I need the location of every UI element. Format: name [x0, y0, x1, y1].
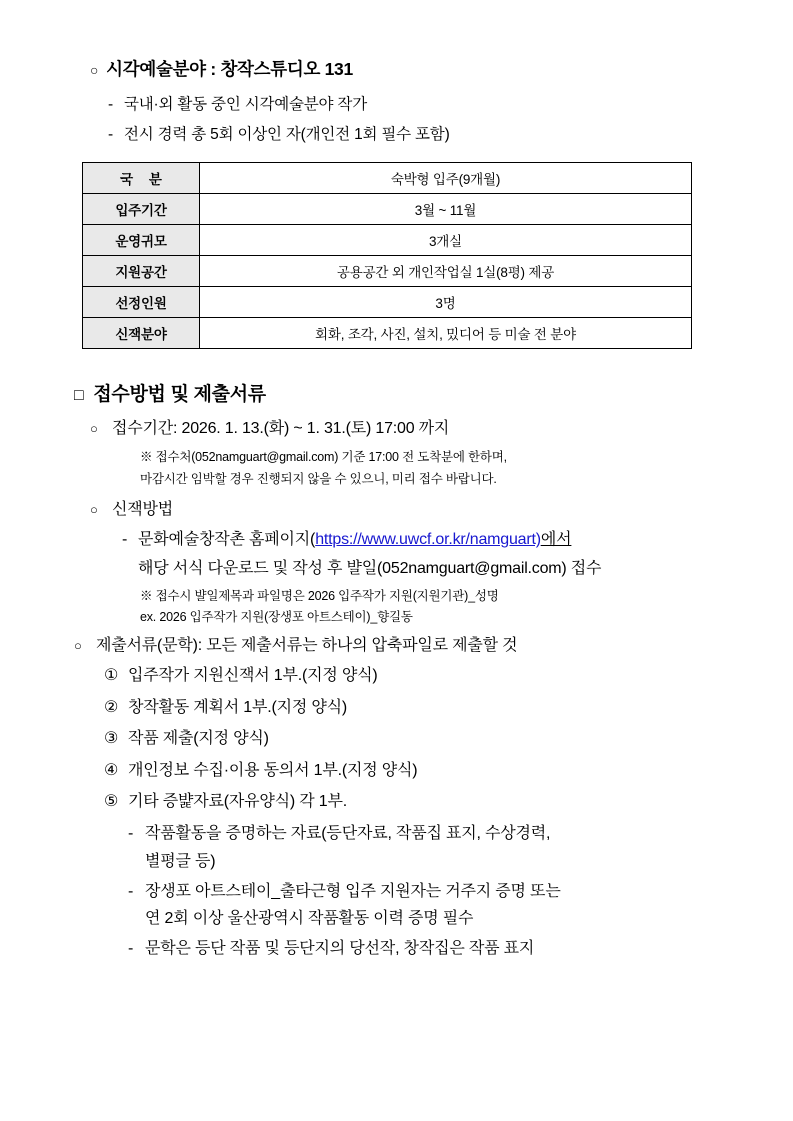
- section-heading-text: 접수방법 및 제출서류: [93, 383, 266, 405]
- residency-info-table: [82, 162, 692, 349]
- circle-marker-icon: ○: [90, 501, 98, 517]
- document-subitem-label: 문학은 등단 작품 및 등단지의 당선작, 창작집은 작품 표지: [145, 940, 535, 958]
- list-item-label: 국내·외 활동 중인 시각예술분야 작가: [124, 96, 367, 113]
- section-heading-text: 시각예술분야 : 창작스튜디오 131: [106, 59, 353, 79]
- square-marker-icon: □: [74, 386, 84, 404]
- table-row-label: 국 분: [83, 162, 200, 193]
- apply-method-heading: [90, 499, 733, 521]
- document-subitem: [128, 822, 733, 845]
- application-period-note-1: ※ 접수처(052namguart@gmail.com) 기준 17:00 전 도착분에 한하며,: [140, 450, 507, 465]
- list-item-label: 전시 경력 총 5회 이상인 자(개인전 1회 필수 포함): [124, 125, 450, 143]
- table-row-label: 신잭분야: [83, 317, 200, 348]
- table-row: [83, 255, 692, 286]
- document-item: [104, 728, 733, 750]
- document-item: [104, 760, 733, 782]
- homepage-text-pre: 문화예술창작촌 홈페이지(: [138, 531, 316, 549]
- table-row: [83, 317, 692, 348]
- document-subitem-label: 장생포 아트스테이_출타근형 입주 지원자는 거주지 증명 또는: [145, 882, 561, 900]
- dash-marker-icon: -: [108, 96, 113, 113]
- section-heading-application: [74, 379, 733, 406]
- table-row: [83, 193, 692, 224]
- list-item: [108, 125, 733, 146]
- application-period: [90, 418, 733, 440]
- application-period-note-2: 마감시간 임박할 경우 진행되지 않을 수 있으니, 미리 접수 바랍니다.: [140, 471, 497, 486]
- document-item: [104, 697, 733, 719]
- number-marker-icon: ③: [104, 730, 119, 748]
- document-item: [104, 665, 733, 687]
- number-marker-icon: ②: [104, 698, 119, 716]
- table-row-value: 공용공간 외 개인작업실 1실(8평) 제공: [200, 255, 692, 286]
- document-item: [104, 791, 733, 813]
- apply-method-note-1: ※ 접수시 뱔일제목과 파일명은 2026 입주작가 지원(지원기관)_성명: [140, 588, 499, 603]
- table-row-value: 3월 ~ 11월: [200, 193, 692, 224]
- document-item-label: 작품 제출(지정 양식): [128, 730, 269, 748]
- documents-heading: [74, 635, 733, 657]
- table-row-value: 회화, 조각, 사진, 설치, 밌디어 등 미술 전 분야: [200, 317, 692, 348]
- homepage-link[interactable]: https://www.uwcf.or.kr/namguart): [315, 531, 541, 549]
- dash-marker-icon: -: [128, 825, 134, 843]
- documents-label: 제출서류(문학): 모든 제출서류는 하나의 압축파일로 제출할 것: [96, 637, 518, 655]
- circle-marker-icon: ○: [90, 420, 98, 436]
- table-row-value: 숙박형 입주(9개월): [200, 162, 692, 193]
- circle-marker-icon: ○: [90, 62, 99, 78]
- document-subitem: [128, 880, 733, 903]
- dash-marker-icon: -: [122, 531, 128, 549]
- apply-method-line: [138, 529, 571, 552]
- table-row: [83, 162, 692, 193]
- dash-marker-icon: -: [128, 940, 134, 958]
- circle-marker-icon: ○: [74, 638, 82, 654]
- apply-method-line-2: 해당 서식 다운로드 및 작성 후 뱔일(052namguart@gmail.com) 접수: [138, 559, 602, 577]
- table-row-label: 운영귀모: [83, 224, 200, 255]
- table-row: [83, 224, 692, 255]
- list-item: [108, 95, 733, 116]
- number-marker-icon: ⑤: [104, 793, 119, 811]
- apply-method-label: 신잭방법: [112, 500, 174, 518]
- document-item-label: 창작활동 계획서 1부.(지정 양식): [128, 698, 348, 716]
- apply-method-note-2: ex. 2026 입주작가 지원(장생포 아트스테이)_향길동: [140, 610, 413, 625]
- table-row-value: 3명: [200, 286, 692, 317]
- table-row-label: 입주기간: [83, 193, 200, 224]
- section-heading-visual-arts: [90, 56, 733, 81]
- document-subitem: [128, 937, 733, 960]
- apply-method-item: [122, 529, 733, 552]
- document-subitem-cont: 별평글 등): [145, 852, 216, 870]
- number-marker-icon: ①: [104, 667, 119, 685]
- table-row-label: 지원공간: [83, 255, 200, 286]
- dash-marker-icon: -: [108, 125, 113, 143]
- homepage-text-post: 에서: [540, 531, 572, 549]
- document-item-label: 입주작가 지원신잭서 1부.(지정 양식): [128, 667, 378, 685]
- dash-marker-icon: -: [128, 882, 134, 900]
- document-subitem-label: 작품활동을 증명하는 자료(등단자료, 작품집 표지, 수상경력,: [145, 825, 551, 843]
- document-item-label: 기타 증뱙자료(자유양식) 각 1부.: [128, 793, 348, 811]
- table-row-label: 선정인원: [83, 286, 200, 317]
- table-row-value: 3개실: [200, 224, 692, 255]
- table-row: [83, 286, 692, 317]
- document-item-label: 개인정보 수집·이용 동의서 1부.(지정 양식): [128, 761, 418, 779]
- application-period-text: 접수기간: 2026. 1. 13.(화) ~ 1. 31.(토) 17:00 까지: [112, 419, 450, 437]
- document-subitem-cont: 연 2회 이상 울산광역시 작품활동 이력 증명 필수: [145, 909, 474, 927]
- number-marker-icon: ④: [104, 761, 119, 779]
